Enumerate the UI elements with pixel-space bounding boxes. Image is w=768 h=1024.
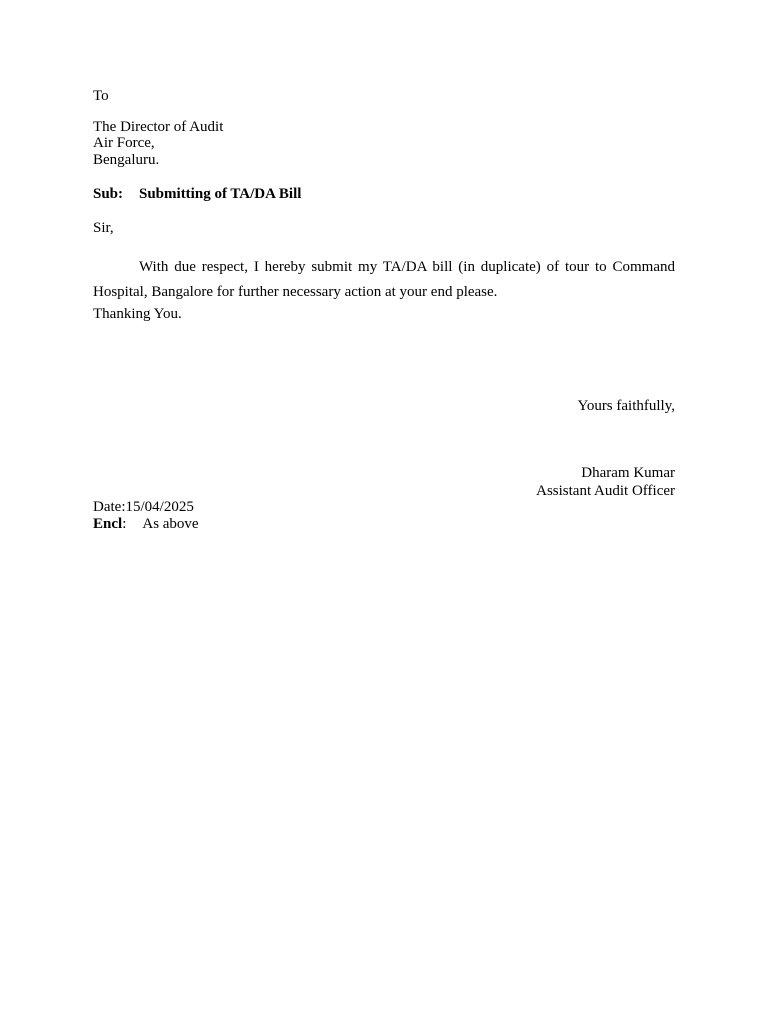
recipient-line-3: Bengaluru. bbox=[93, 152, 160, 168]
signatory-name: Dharam Kumar bbox=[581, 465, 675, 481]
enclosure-text: As above bbox=[142, 516, 199, 532]
subject-label: Sub: bbox=[93, 186, 124, 202]
letter-page bbox=[93, 0, 675, 1024]
subject-text: Submitting of TA/DA Bill bbox=[139, 186, 302, 202]
subject-line bbox=[93, 186, 301, 203]
greeting: Sir, bbox=[93, 220, 114, 236]
recipient-line-2: Air Force, bbox=[93, 135, 155, 151]
recipient-line-1: The Director of Audit bbox=[93, 119, 224, 135]
signatory-designation: Assistant Audit Officer bbox=[536, 483, 675, 499]
to-label: To bbox=[93, 88, 109, 104]
enclosure-separator: : bbox=[122, 516, 127, 532]
enclosure-label: Encl bbox=[93, 516, 123, 532]
thanks-line: Thanking You. bbox=[93, 306, 182, 322]
closing-line: Yours faithfully, bbox=[577, 398, 675, 414]
date-line: Date:15/04/2025 bbox=[93, 499, 194, 515]
enclosure-line bbox=[93, 516, 199, 533]
body-paragraph: With due respect, I hereby submit my TA/DA bill (in duplicate) of tour to Command Hospital, Bangalore for further necessary action at your end please. bbox=[93, 259, 675, 300]
